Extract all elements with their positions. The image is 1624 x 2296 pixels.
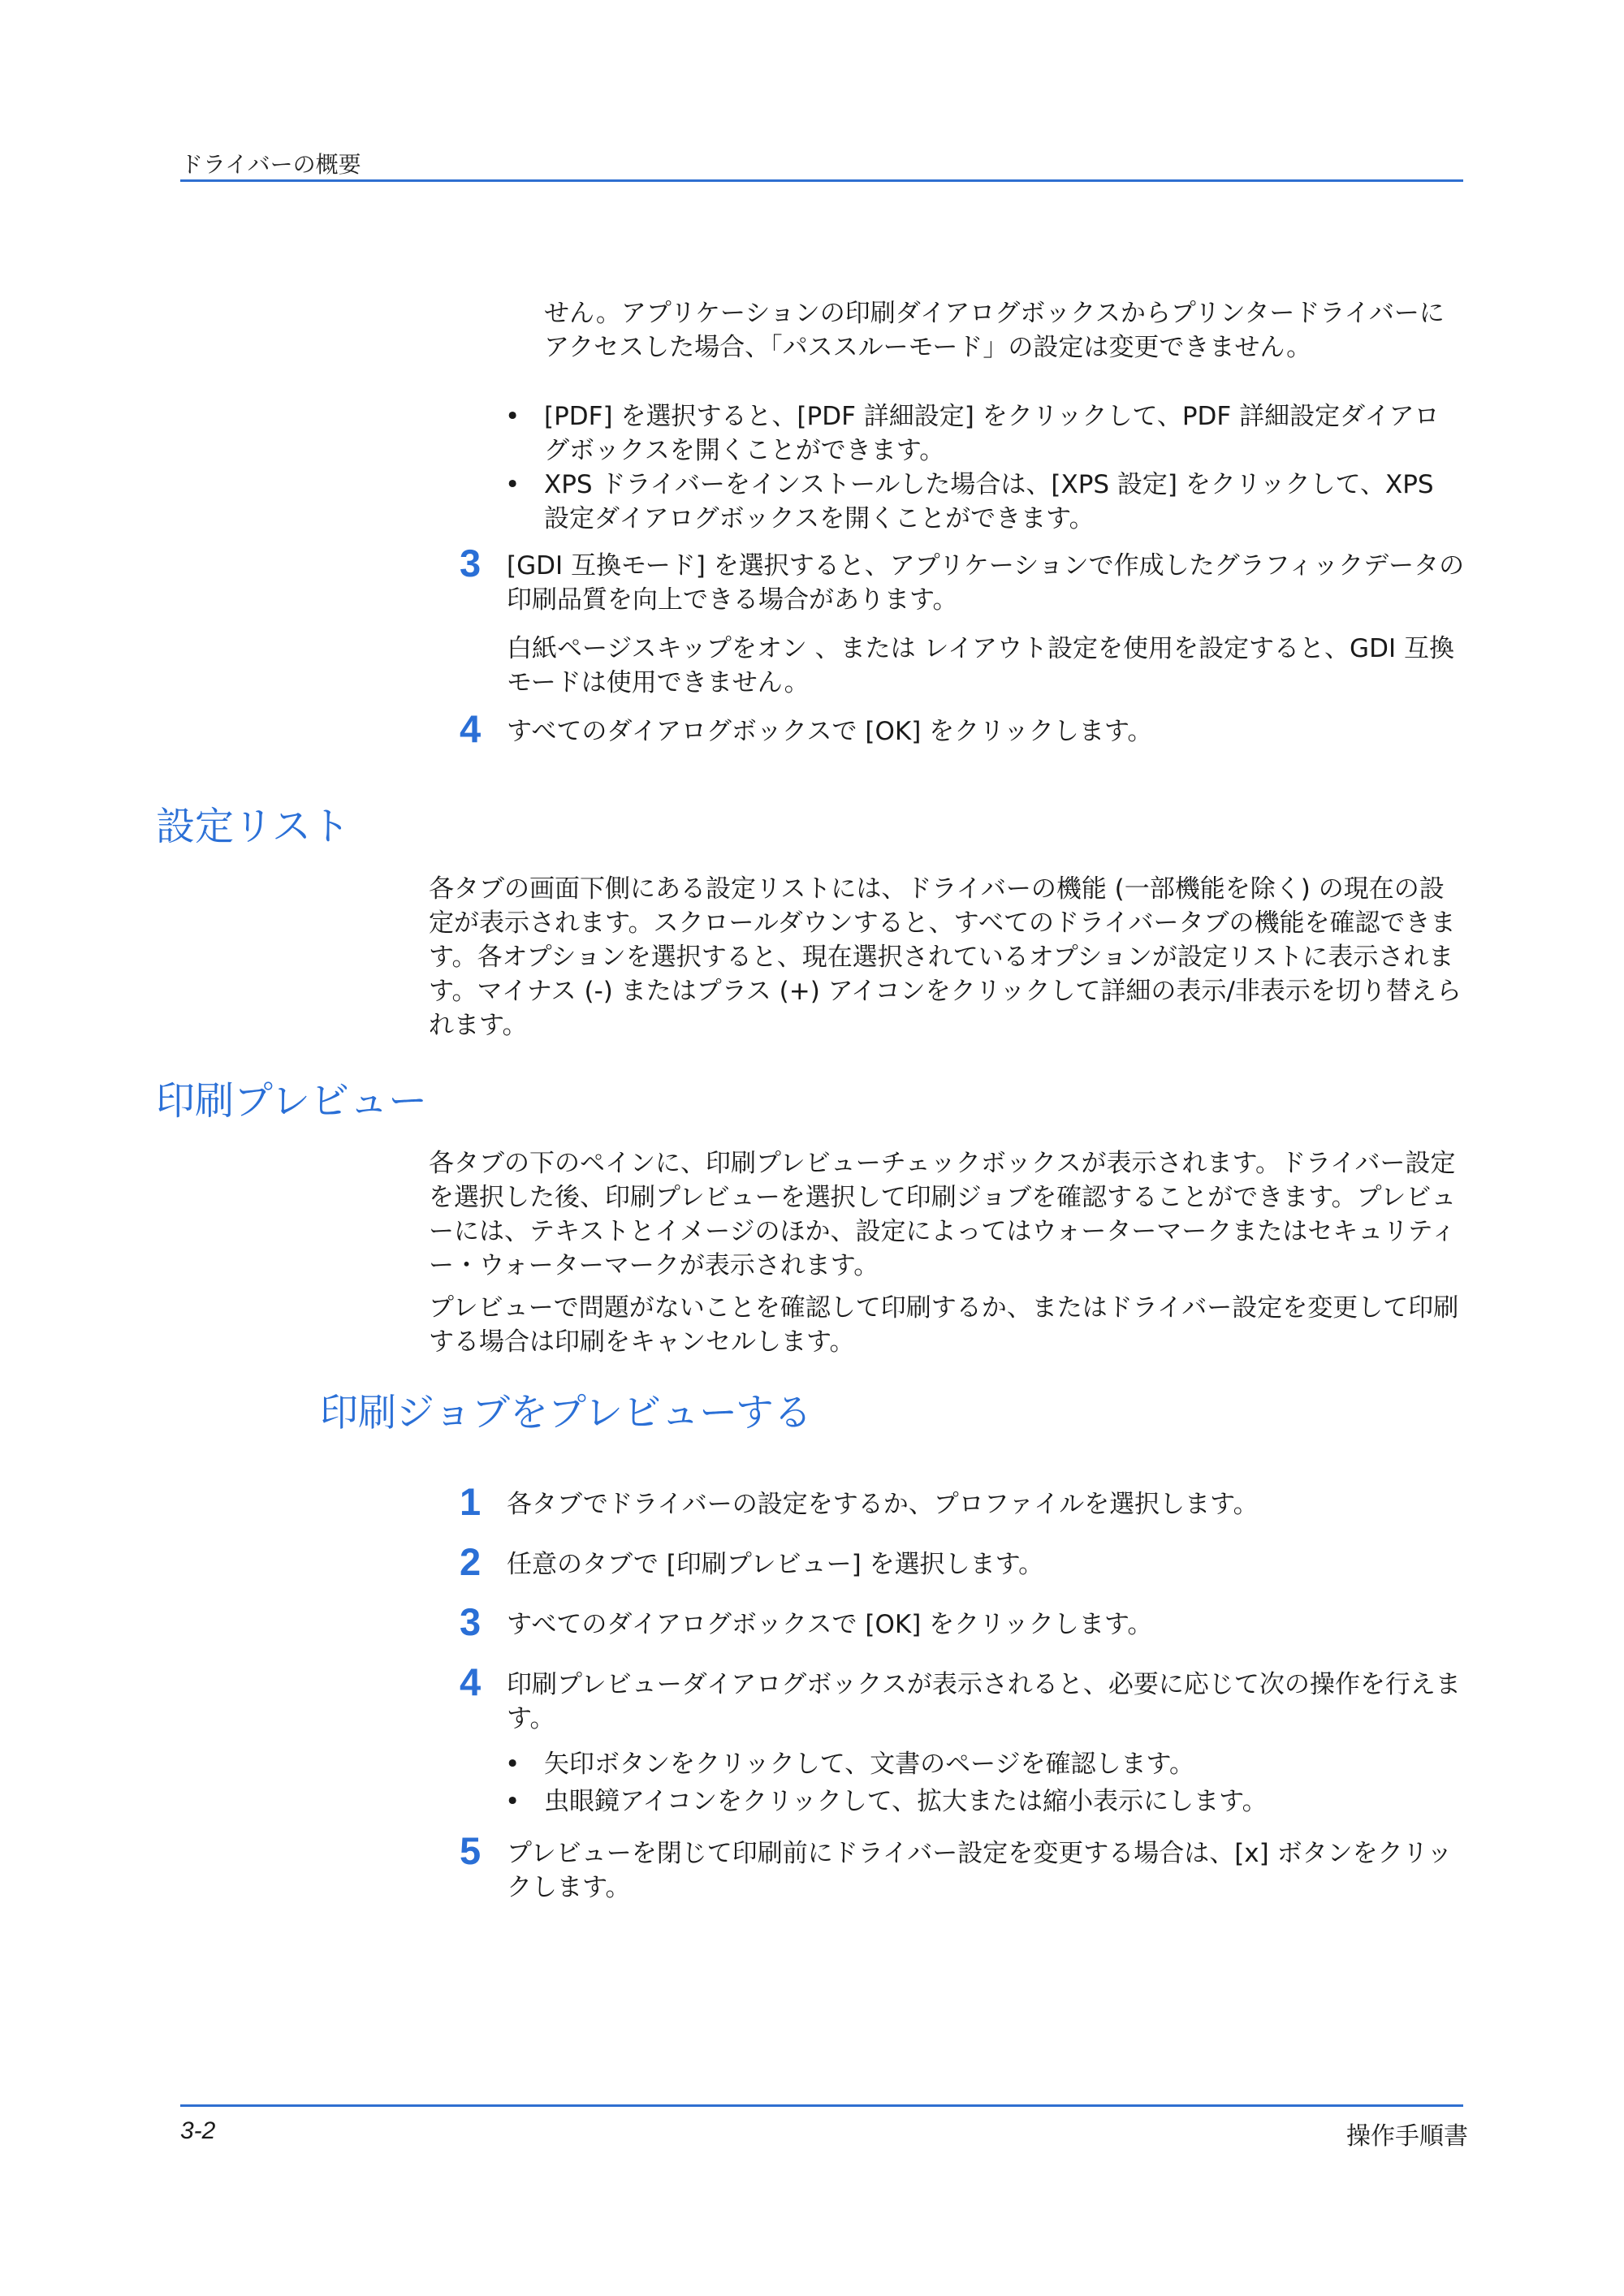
page-number: 3-2 [180,2117,216,2144]
preview-step-4-text: 印刷プレビューダイアログボックスが表示されると、必要に応じて次の操作を行えます。 [507,1670,1461,1733]
footer-rule [180,2104,1463,2107]
preview-step-2-text: 任意のタブで [印刷プレビュー] を選択します。 [507,1550,1044,1579]
bullet-mark: • [505,402,520,431]
section-heading-settings-list: 設定リスト [156,804,351,849]
step-number: 5 [460,1829,482,1872]
bullet-pdf: [PDF] を選択すると、[PDF 詳細設定] をクリックして、PDF 詳細設定ダイアログボックスを開くことができます。 [544,402,1440,465]
sub-bullet-magnifier: 虫眼鏡アイコンをクリックして、拡大または縮小表示にします。 [544,1787,1268,1816]
step-number: 3 [460,542,482,585]
print-preview-body-2: プレビューで問題がないことを確認して印刷するか、またはドライバー設定を変更して印刷する場合は印刷をキャンセルします。 [429,1293,1459,1357]
preview-step-3-text: すべてのダイアログボックスで [OK] をクリックします。 [507,1610,1153,1639]
step-number: 3 [460,1600,482,1643]
manual-title: 操作手順書 [1346,2122,1468,2151]
header-rule [180,179,1463,182]
continuation-paragraph: せん。アプリケーションの印刷ダイアログボックスからプリンタードライバーにアクセスした場合、「パススルーモード」の設定は変更できません。 [544,299,1445,362]
bullet-xps: XPS ドライバーをインストールした場合は、[XPS 設定] をクリックして、XPS 設定ダイアログボックスを開くことができます。 [544,470,1434,533]
sub-bullet-arrow: 矢印ボタンをクリックして、文書のページを確認します。 [544,1750,1195,1779]
step-gdi-text: [GDI 互換モード] を選択すると、アプリケーションで作成したグラフィックデータの印刷品質を向上できる場合があります。 [507,551,1465,615]
settings-list-body: 各タブの画面下側にある設定リストには、ドライバーの機能 (一部機能を除く) の現在の設定が表示されます。スクロールダウンすると、すべてのドライバータブの機能を確認できます。各オプションを選択すると、現在選択されているオプションが設定リストに表示されます。マイナス (-) またはプラス (+) アイコンをクリックして詳細の表示/非表示を切り替えられます。 [429,874,1462,1040]
subsection-heading-preview-job: 印刷ジョブをプレビューする [320,1391,812,1435]
preview-step-1-text: 各タブでドライバーの設定をするか、プロファイルを選択します。 [507,1490,1259,1519]
step-number: 4 [460,1660,482,1703]
step-number: 4 [460,707,482,750]
print-preview-body-1: 各タブの下のペインに、印刷プレビューチェックボックスが表示されます。ドライバー設定を選択した後、印刷プレビューを選択して印刷ジョブを確認することができます。プレビューには、テキストとイメージのほか、設定によってはウォーターマークまたはセキュリティー・ウォーターマークが表示されます。 [429,1149,1457,1280]
bullet-mark: • [505,1750,520,1779]
step-gdi-note: 白紙ページスキップをオン 、または レイアウト設定を使用を設定すると、GDI 互換モードは使用できません。 [507,634,1454,697]
preview-step-5-text: プレビューを閉じて印刷前にドライバー設定を変更する場合は、[x] ボタンをクリックします。 [507,1839,1453,1902]
step-number: 2 [460,1540,482,1583]
step-ok-text: すべてのダイアログボックスで [OK] をクリックします。 [507,717,1153,746]
running-header: ドライバーの概要 [180,151,361,178]
bullet-mark: • [505,1787,520,1816]
step-number: 1 [460,1480,482,1523]
bullet-mark: • [505,470,520,499]
section-heading-print-preview: 印刷プレビュー [156,1078,428,1124]
